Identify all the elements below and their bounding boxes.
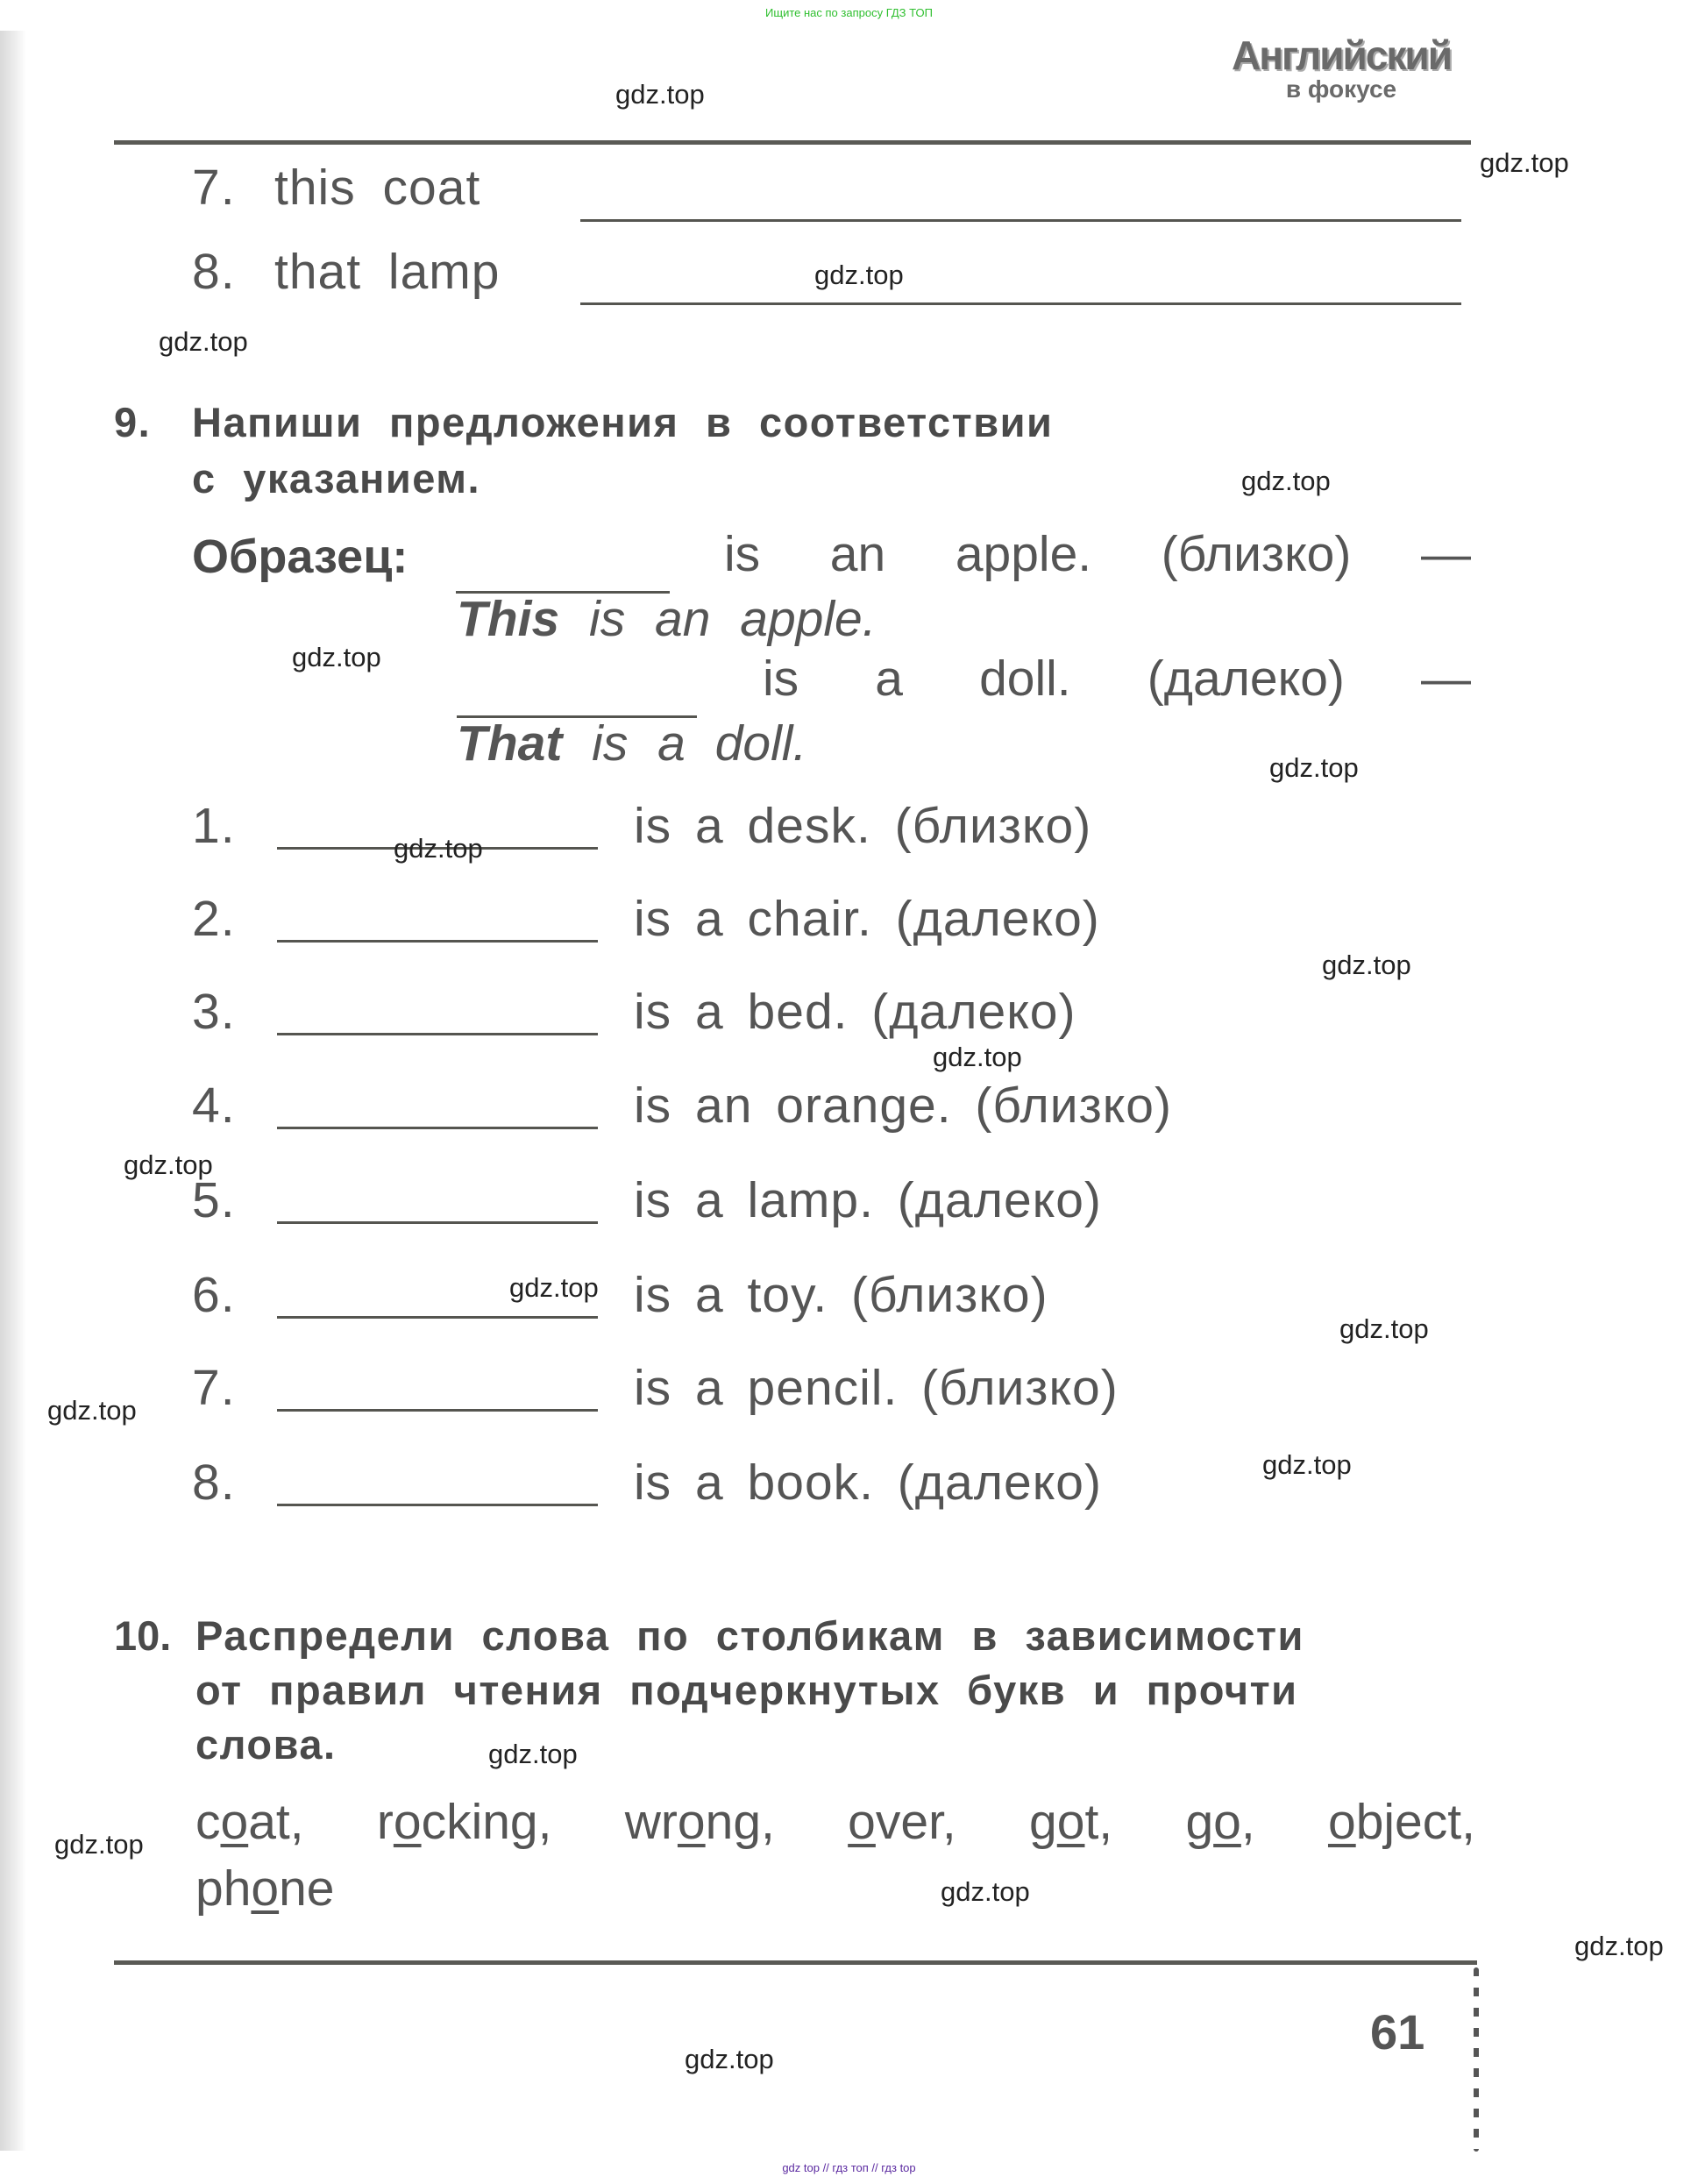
top-notice: Ищите нас по запросу ГДЗ ТОП xyxy=(765,6,933,19)
sample1-answer-bold: This xyxy=(457,591,560,647)
watermark-text: gdz.top xyxy=(941,1876,1030,1907)
ex10-word xyxy=(195,1794,304,1850)
word: is xyxy=(724,526,761,582)
logo xyxy=(1232,32,1451,103)
word: doll. xyxy=(979,651,1071,707)
ex10-word xyxy=(1327,1794,1475,1850)
ex10-title-line1: Распредели слова по столбикам в зависимости xyxy=(195,1612,1304,1659)
underlined-letter: o xyxy=(1213,1794,1241,1850)
ex9-item-3-text: is a bed. (далеко) xyxy=(634,984,1076,1040)
ex10-title-line3: слова. xyxy=(195,1721,337,1768)
page-number: 61 xyxy=(1370,2004,1425,2060)
watermark-text: gdz.top xyxy=(1269,752,1359,783)
ex9-item-5-text: is a lamp. (далеко) xyxy=(634,1172,1102,1228)
ex10-word xyxy=(195,1860,335,1917)
prev-item-7-answer-line[interactable] xyxy=(580,219,1461,222)
prev-item-8-number: 8. xyxy=(192,244,236,300)
ex10-word xyxy=(1029,1794,1113,1850)
watermark-text: gdz.top xyxy=(124,1149,213,1180)
word-part: g xyxy=(1185,1794,1214,1850)
ex10-word xyxy=(624,1794,775,1850)
ex10-title-line2: от правил чтения подчеркнутых букв и прочти xyxy=(195,1667,1298,1713)
sample-label: Образец: xyxy=(192,530,409,583)
word-part: ver, xyxy=(875,1794,956,1850)
underlined-letter: o xyxy=(1056,1794,1085,1850)
watermark-text: gdz.top xyxy=(814,260,904,290)
underlined-letter: o xyxy=(251,1860,280,1917)
ex9-item-6-number: 6. xyxy=(192,1267,236,1323)
underlined-letter: o xyxy=(393,1794,422,1850)
watermark-text: gdz.top xyxy=(615,79,705,110)
sample2-answer-bold: That xyxy=(457,715,563,772)
watermark-text: gdz.top xyxy=(47,1395,137,1426)
watermark-text: gdz.top xyxy=(509,1272,599,1303)
watermark-text: gdz.top xyxy=(54,1829,144,1860)
word-part: ph xyxy=(195,1860,252,1917)
prev-item-7-number: 7. xyxy=(192,160,236,216)
word: apple. xyxy=(955,526,1092,582)
ex10-words-row2 xyxy=(195,1860,335,1917)
underlined-letter: o xyxy=(220,1794,249,1850)
ex9-item-8-number: 8. xyxy=(192,1455,236,1511)
ex9-item-7-number: 7. xyxy=(192,1360,236,1416)
ex9-item-2-answer-blank[interactable] xyxy=(277,940,598,943)
ex9-title-line1: Напиши предложения в соответствии xyxy=(192,399,1054,445)
ex9-title-line2: с указанием. xyxy=(192,455,481,502)
prev-item-8-answer-line[interactable] xyxy=(580,302,1461,305)
ex10-word xyxy=(848,1794,956,1850)
ex9-item-4-answer-blank[interactable] xyxy=(277,1127,598,1129)
word-part: r xyxy=(376,1794,394,1850)
word: (близко) xyxy=(1161,526,1352,582)
word: (далеко) xyxy=(1147,651,1345,707)
word: a xyxy=(875,651,903,707)
ex9-item-4-text: is an orange. (близко) xyxy=(634,1078,1172,1134)
ex9-number: 9. xyxy=(114,399,152,445)
ex9-item-4-number: 4. xyxy=(192,1078,236,1134)
watermark-text: gdz.top xyxy=(1339,1313,1429,1344)
watermark-text: gdz.top xyxy=(292,642,381,672)
watermark-text: gdz.top xyxy=(1322,950,1411,980)
ex10-number: 10. xyxy=(114,1612,172,1659)
ex9-item-6-text: is a toy. (близко) xyxy=(634,1267,1048,1323)
sample1-answer xyxy=(457,591,877,647)
watermark-text: gdz.top xyxy=(159,326,248,357)
sample2-answer xyxy=(457,715,807,772)
logo-line1: Английский xyxy=(1232,32,1451,78)
ex10-word xyxy=(1185,1794,1255,1850)
ex9-item-7-answer-blank[interactable] xyxy=(277,1409,598,1412)
underlined-letter: o xyxy=(677,1794,706,1850)
footer-text: gdz top // гдз топ // гдз top xyxy=(782,2161,916,2174)
word: — xyxy=(1421,651,1471,707)
ex9-item-2-number: 2. xyxy=(192,891,236,947)
ex10-word xyxy=(376,1794,552,1850)
ex9-item-8-text: is a book. (далеко) xyxy=(634,1455,1102,1511)
word-part: ne xyxy=(279,1860,335,1917)
underlined-letter: o xyxy=(1327,1794,1356,1850)
watermark-text: gdz.top xyxy=(1262,1449,1352,1480)
watermark-text: gdz.top xyxy=(1241,466,1331,496)
footer-rule xyxy=(114,1960,1477,1965)
word-part: bject, xyxy=(1355,1794,1475,1850)
ex9-item-8-answer-blank[interactable] xyxy=(277,1504,598,1506)
word: an xyxy=(829,526,886,582)
word-part: t, xyxy=(1084,1794,1113,1850)
sample1-text xyxy=(724,526,1471,582)
watermark-text: gdz.top xyxy=(933,1042,1022,1072)
watermark-text: gdz.top xyxy=(394,833,483,864)
ex10-words-row xyxy=(195,1794,1475,1850)
logo-line2: в фокусе xyxy=(1285,75,1397,103)
sample2-text xyxy=(763,651,1471,707)
ex9-item-1-text: is a desk. (близко) xyxy=(634,798,1092,854)
sample1-answer-rest: is an apple. xyxy=(589,591,877,647)
page-edge-shadow xyxy=(0,31,26,2151)
word-part: , xyxy=(1240,1794,1255,1850)
prev-item-7-text: this coat xyxy=(274,160,481,216)
ex9-item-1-number: 1. xyxy=(192,798,236,854)
prev-item-8-text: that lamp xyxy=(274,244,501,300)
ex9-item-3-answer-blank[interactable] xyxy=(277,1033,598,1035)
ex9-item-6-answer-blank[interactable] xyxy=(277,1316,598,1319)
word-part: g xyxy=(1029,1794,1057,1850)
word-part: cking, xyxy=(421,1794,552,1850)
watermark-text: gdz.top xyxy=(1480,147,1569,178)
watermark-text: gdz.top xyxy=(488,1739,578,1769)
header-rule xyxy=(114,140,1471,145)
ex9-item-5-answer-blank[interactable] xyxy=(277,1221,598,1224)
word: — xyxy=(1420,526,1471,582)
ex9-item-2-text: is a chair. (далеко) xyxy=(634,891,1100,947)
word-part: c xyxy=(195,1794,221,1850)
watermark-text: gdz.top xyxy=(1574,1931,1664,1961)
ex9-item-5-number: 5. xyxy=(192,1172,236,1228)
word-part: ng, xyxy=(705,1794,775,1850)
ex9-item-3-number: 3. xyxy=(192,984,236,1040)
word: is xyxy=(763,651,799,707)
word-part: at, xyxy=(248,1794,304,1850)
underlined-letter: o xyxy=(848,1794,876,1850)
sample2-answer-rest: is a doll. xyxy=(592,715,807,772)
ex9-item-7-text: is a pencil. (близко) xyxy=(634,1360,1119,1416)
word-part: wr xyxy=(624,1794,678,1850)
watermark-text: gdz.top xyxy=(685,2044,774,2074)
dotted-margin-line xyxy=(1474,1967,1479,2152)
